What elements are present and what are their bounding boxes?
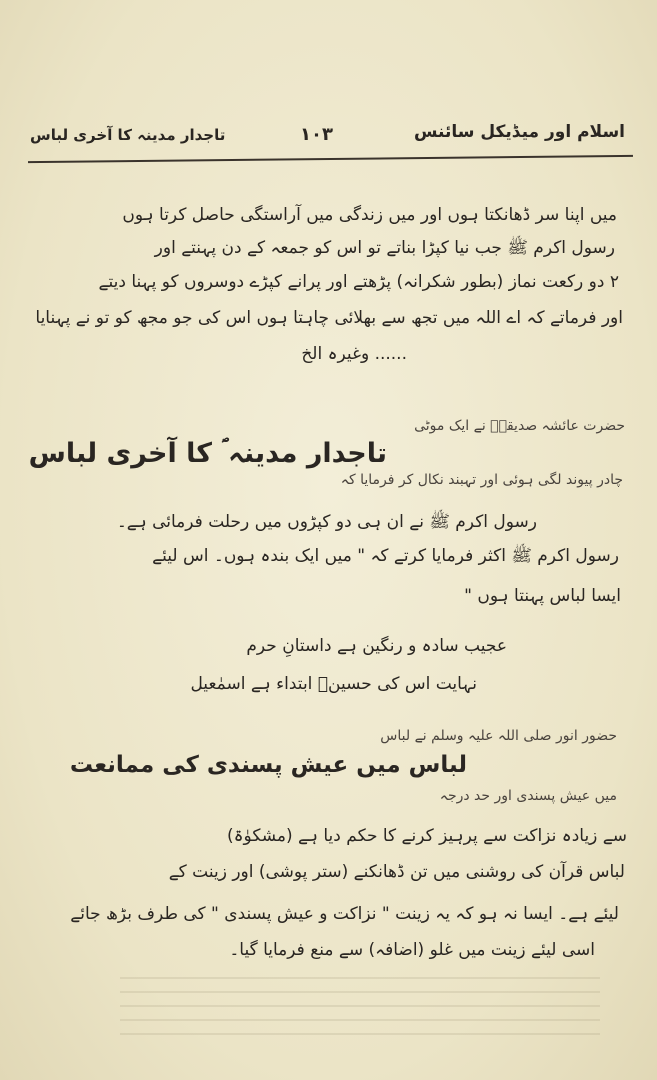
section1-line-1: رسول اکرم ﷺ نے ان ہی دو کپڑوں میں رحلت فرمائی ہے۔	[116, 512, 537, 532]
section2-line-4: اسی لیئے زینت میں غلو (اضافہ) سے منع فرمایا گیا۔	[229, 940, 595, 960]
poem-line-1: عجیب سادہ و رنگین ہے داستانِ حرم	[246, 636, 507, 656]
body-line-2: رسول اکرم ﷺ جب نیا کپڑا بناتے تو اس کو جمعہ کے دن پہنتے اور	[154, 238, 615, 258]
section2-line-2: لباس قرآن کی روشنی میں تن ڈھانکنے (ستر پوشی) اور زینت کے	[168, 862, 625, 882]
book-title: اسلام اور میڈیکل سائنس	[413, 122, 625, 142]
section2-heading-continuation: میں عیش پسندی اور حد درجہ	[439, 788, 617, 804]
margin-note-3: حضور انور صلی اللہ علیہ وسلم نے لباس	[380, 728, 617, 744]
section1-line-3: ایسا لباس پہنتا ہوں "	[464, 586, 621, 606]
page-header	[0, 118, 657, 158]
body-line-3: ۲ دو رکعت نماز (بطور شکرانہ) پڑھتے اور پرانے کپڑے دوسروں کو پہنا دیتے	[98, 272, 619, 292]
body-line-4: اور فرماتے کہ اے اللہ میں تجھ سے بھلائی چاہتا ہوں اس کی جو مجھ کو تو نے پہنایا	[35, 308, 623, 328]
poem-line-2: نہایت اس کی حسینؓ ابتداء ہے اسمٰعیل	[190, 674, 477, 694]
section-heading-last-garment: تاجدار مدینہ ؐ کا آخری لباس	[28, 438, 387, 469]
faded-text-area	[120, 965, 600, 1045]
margin-note-2: چادر پیوند لگی ہوئی اور تہبند نکال کر فرمایا کہ	[340, 472, 623, 488]
section1-line-2: رسول اکرم ﷺ اکثر فرمایا کرتے کہ " میں ایک بندہ ہوں۔ اس لیئے	[152, 546, 619, 566]
body-line-1: میں اپنا سر ڈھانکتا ہوں اور میں زندگی میں آراستگی حاصل کرتا ہوں	[122, 205, 617, 225]
body-line-5: ...... وغیرہ الخ	[301, 344, 407, 364]
chapter-title: تاجدار مدینہ کا آخری لباس	[30, 126, 226, 144]
section2-line-3: لیئے ہے۔ ایسا نہ ہو کہ یہ زینت " نزاکت و عیش پسندی " کی طرف بڑھ جائے	[70, 904, 619, 924]
section2-line-1: سے زیادہ نزاکت سے پرہیز کرنے کا حکم دیا ہے (مشکوٰۃ)	[226, 826, 627, 846]
margin-note-1: حضرت عائشہ صدیقہؓ نے ایک موٹی	[414, 418, 625, 434]
section-heading-luxury-prohibition: لباس میں عیش پسندی کی ممانعت	[69, 752, 467, 778]
page-number: ۱۰۳	[300, 124, 333, 145]
